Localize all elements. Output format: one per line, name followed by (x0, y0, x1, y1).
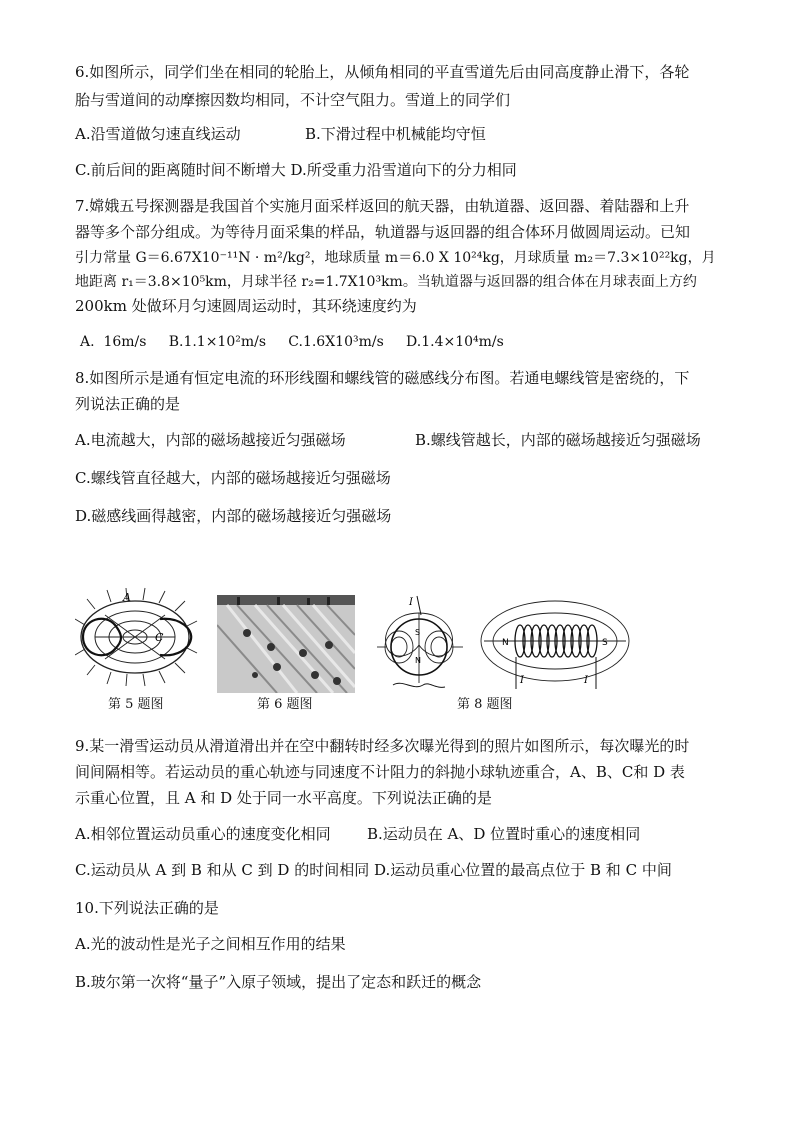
q8-option-b: B.螺线管越长，内部的磁场越接近匀强磁场 (415, 431, 701, 449)
figure-5-label-c: C (155, 631, 164, 644)
q9-stem-line1: 9.某一滑雪运动员从滑道滑出并在空中翻转时经多次曝光得到的照片如图所示，每次曝光的时 (75, 737, 690, 755)
figure-5-caption: 第 5 题图 (108, 697, 164, 712)
figure-5-ring-coil-diagram (75, 585, 210, 695)
figure-5-label-a: A (123, 591, 131, 604)
figure-6-snow-slope-photo (217, 595, 355, 693)
figure-8-label-i2: I (520, 675, 524, 686)
figure-8-label-i1: I (409, 597, 413, 608)
q9-stem-line3: 示重心位置，且 A 和 D 处于同一水平高度。下列说法正确的是 (75, 789, 492, 807)
q7-stem-line3: 引力常量 G＝6.67X10⁻¹¹N · m²/kg²，地球质量 m＝6.0 X 10²⁴kg，月球质量 m₂＝7.3×10²²kg，月 (75, 250, 716, 266)
figure-8-label-i3: I (584, 675, 588, 686)
q6-option-b: B.下滑过程中机械能均守恒 (305, 125, 486, 143)
q7-stem-line4: 地距离 r₁＝3.8×10⁵km，月球半径 r₂=1.7X10³km。当轨道器与返回器的组合体在月球表面上方约 (75, 274, 697, 290)
figure-8-caption: 第 8 题图 (457, 697, 513, 712)
figure-6-caption: 第 6 题图 (257, 697, 313, 712)
q10-stem: 10.下列说法正确的是 (75, 899, 219, 917)
q9-stem-line2: 间间隔相等。若运动员的重心轨迹与同速度不计阻力的斜抛小球轨迹重合，A、B、C和 D 表 (75, 763, 685, 781)
q6-stem-line2: 胎与雪道间的动摩擦因数均相同，不计空气阻力。雪道上的同学们 (75, 91, 511, 109)
q7-options: A. 16m/s B.1.1×10²m/s C.1.6X10³m/s D.1.4×10⁴m/s (80, 334, 504, 350)
q8-stem-line1: 8.如图所示是通有恒定电流的环形线圈和螺线管的磁感线分布图。若通电螺线管是密绕的，下 (75, 369, 690, 387)
q7-stem-line1: 7.嫦娥五号探测器是我国首个实施月面采样返回的航天器，由轨道器、返回器、着陆器和上升 (75, 197, 690, 215)
figure-8-label-n2: N (502, 638, 509, 648)
figure-8-ring-current-diagram (373, 593, 465, 695)
q9-option-cd: C.运动员从 A 到 B 和从 C 到 D 的时间相同 D.运动员重心位置的最高点位于 B 和 C 中间 (75, 861, 672, 879)
figure-8-label-s1: S (415, 628, 421, 637)
q10-option-b: B.玻尔第一次将“量子”入原子领域，提出了定态和跃迁的概念 (75, 973, 482, 991)
q8-option-a: A.电流越大，内部的磁场越接近匀强磁场 (75, 431, 346, 449)
q7-stem-line5: 200km 处做环月匀速圆周运动时，其环绕速度约为 (75, 297, 417, 315)
figure-8-label-n1: N (415, 656, 421, 665)
q9-option-a: A.相邻位置运动员重心的速度变化相同 (75, 825, 331, 843)
figure-8-label-s2: S (602, 638, 608, 648)
figure-8-solenoid-diagram (480, 593, 630, 695)
q8-option-c: C.螺线管直径越大，内部的磁场越接近匀强磁场 (75, 469, 391, 487)
q6-stem-line1: 6.如图所示，同学们坐在相同的轮胎上，从倾角相同的平直雪道先后由同高度静止滑下，各轮 (75, 63, 690, 81)
q8-stem-line2: 列说法正确的是 (75, 395, 181, 413)
q9-option-b: B.运动员在 A、D 位置时重心的速度相同 (367, 825, 641, 843)
q10-option-a: A.光的波动性是光子之间相互作用的结果 (75, 935, 346, 953)
figure-row (75, 585, 735, 715)
q8-option-d: D.磁感线画得越密，内部的磁场越接近匀强磁场 (75, 507, 392, 525)
q6-option-a: A.沿雪道做匀速直线运动 (75, 125, 241, 143)
q7-stem-line2: 器等多个部分组成。为等待月面采集的样品，轨道器与返回器的组合体环月做圆周运动。已知 (75, 223, 691, 241)
q6-option-cd: C.前后间的距离随时间不断增大 D.所受重力沿雪道向下的分力相同 (75, 161, 517, 179)
